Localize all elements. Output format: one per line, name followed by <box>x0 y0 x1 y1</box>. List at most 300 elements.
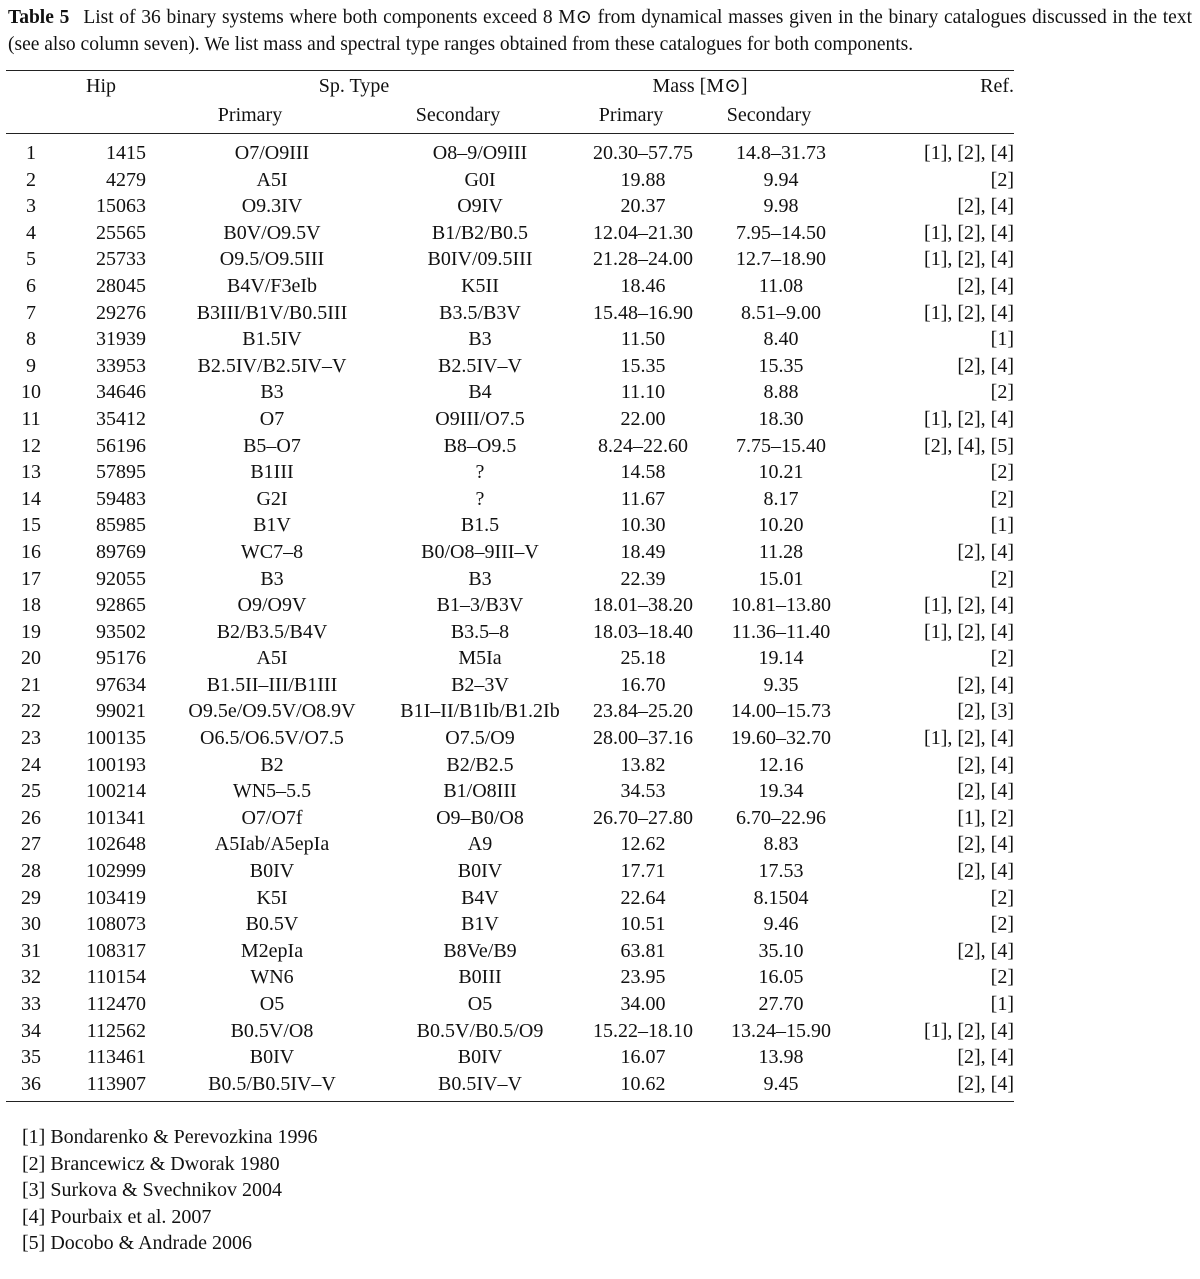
secondary-sptype: B4V <box>461 886 499 909</box>
references: [2] <box>990 487 1014 510</box>
row-index: 6 <box>26 274 36 297</box>
table-row <box>6 433 1028 460</box>
hip-number: 95176 <box>96 647 146 670</box>
primary-mass: 11.10 <box>620 381 666 404</box>
secondary-sptype: B1V <box>461 913 499 936</box>
primary-mass: 16.07 <box>620 1046 666 1069</box>
references: [2], [4] <box>957 860 1014 883</box>
secondary-mass: 19.60–32.70 <box>731 727 831 750</box>
table-row <box>6 326 1028 353</box>
primary-mass: 17.71 <box>620 860 666 883</box>
hip-number: 34646 <box>96 381 146 404</box>
hip-number: 35412 <box>96 407 146 430</box>
hip-number: 4279 <box>106 168 146 191</box>
table-row <box>6 167 1028 194</box>
references: [2], [4] <box>957 540 1014 563</box>
references: [2], [4] <box>957 354 1014 377</box>
row-index: 32 <box>21 966 41 989</box>
references: [1] <box>990 328 1014 351</box>
bottom-rule <box>6 1101 1014 1102</box>
reference-item: [5] Docobo & Andrade 2006 <box>22 1232 252 1255</box>
primary-mass: 25.18 <box>620 647 666 670</box>
secondary-mass: 10.21 <box>758 461 804 484</box>
primary-sptype: B2.5IV/B2.5IV–V <box>197 354 347 377</box>
primary-sptype: K5I <box>256 886 288 909</box>
caption-text: List of 36 binary systems where both components exceed 8 M⊙ from dynamical masses given in the binary catalogues discussed in the text (see also column seven). We list mass and spectral type ranges obtained from these catalogues for both components. <box>8 7 1192 55</box>
secondary-sptype: B0/O8–9III–V <box>421 540 539 563</box>
primary-sptype: B0.5/B0.5IV–V <box>208 1072 336 1095</box>
secondary-mass: 9.45 <box>763 1072 799 1095</box>
table-row <box>6 512 1028 539</box>
table-row <box>6 273 1028 300</box>
hip-number: 108073 <box>86 913 146 936</box>
primary-mass: 15.35 <box>620 354 666 377</box>
secondary-mass: 8.17 <box>763 487 799 510</box>
table-row <box>6 911 1028 938</box>
hip-number: 85985 <box>96 514 146 537</box>
secondary-mass: 14.00–15.73 <box>731 700 831 723</box>
primary-mass: 15.48–16.90 <box>593 301 693 324</box>
hip-number: 1415 <box>106 142 146 164</box>
primary-sptype: O9.5e/O9.5V/O8.9V <box>188 700 356 723</box>
secondary-mass: 9.46 <box>763 913 799 936</box>
primary-mass: 15.22–18.10 <box>593 1019 693 1042</box>
hip-number: 100193 <box>86 753 146 776</box>
primary-sptype: B3 <box>260 567 284 590</box>
secondary-sptype: B4 <box>468 381 492 404</box>
primary-sptype: WN5–5.5 <box>232 780 312 803</box>
hip-number: 97634 <box>96 673 146 696</box>
row-index: 21 <box>21 673 41 696</box>
secondary-sptype: O7.5/O9 <box>445 727 515 750</box>
secondary-mass: 8.40 <box>763 328 799 351</box>
secondary-sptype: O9IV <box>457 195 503 218</box>
primary-mass: 10.51 <box>620 913 666 936</box>
table-row <box>6 459 1028 486</box>
row-index: 1 <box>26 142 36 164</box>
hip-number: 100214 <box>86 780 146 803</box>
hip-number: 101341 <box>86 806 146 829</box>
hip-number: 31939 <box>96 328 146 351</box>
row-index: 34 <box>21 1019 41 1042</box>
primary-mass: 11.50 <box>620 328 666 351</box>
table-row <box>6 193 1028 220</box>
header-sptype-primary: Primary <box>217 104 283 126</box>
hip-number: 29276 <box>96 301 146 324</box>
row-index: 23 <box>21 727 41 750</box>
secondary-mass: 18.30 <box>758 407 804 430</box>
secondary-mass: 9.94 <box>763 168 799 191</box>
table-row <box>6 300 1028 327</box>
secondary-mass: 16.05 <box>758 966 804 989</box>
hip-number: 33953 <box>96 354 146 377</box>
primary-mass: 20.37 <box>620 195 666 218</box>
header-sptype: Sp. Type <box>318 75 390 97</box>
secondary-sptype: B3 <box>468 328 492 351</box>
row-index: 5 <box>26 248 36 271</box>
primary-mass: 22.00 <box>620 407 666 430</box>
secondary-sptype: B8Ve/B9 <box>443 939 517 962</box>
references: [2] <box>990 567 1014 590</box>
references: [1], [2], [4] <box>924 1019 1014 1042</box>
secondary-mass: 12.7–18.90 <box>736 248 826 271</box>
table-row <box>6 645 1028 672</box>
primary-sptype: O9/O9V <box>237 594 307 617</box>
primary-mass: 13.82 <box>620 753 666 776</box>
row-index: 36 <box>21 1072 41 1095</box>
secondary-sptype: B2–3V <box>451 673 509 696</box>
table-row <box>6 379 1028 406</box>
primary-mass: 12.62 <box>620 833 666 856</box>
primary-mass: 28.00–37.16 <box>593 727 693 750</box>
secondary-sptype: B1.5 <box>460 514 500 537</box>
row-index: 10 <box>21 381 41 404</box>
table-row <box>6 592 1028 619</box>
references: [1], [2], [4] <box>924 221 1014 244</box>
row-index: 11 <box>21 407 41 430</box>
hip-number: 99021 <box>96 700 146 723</box>
table-row <box>6 619 1028 646</box>
primary-sptype: O9.3IV <box>241 195 303 218</box>
hip-number: 59483 <box>96 487 146 510</box>
table-row <box>6 725 1028 752</box>
table-row <box>6 220 1028 247</box>
table-caption <box>8 4 1192 58</box>
primary-sptype: O7/O7f <box>241 806 303 829</box>
primary-mass: 10.30 <box>620 514 666 537</box>
references: [2], [4] <box>957 939 1014 962</box>
hip-number: 110154 <box>86 966 146 989</box>
hip-number: 25733 <box>96 248 146 271</box>
references: [2], [4] <box>957 673 1014 696</box>
primary-mass: 34.53 <box>620 780 666 803</box>
references: [2] <box>990 886 1014 909</box>
primary-mass: 34.00 <box>620 993 666 1015</box>
primary-sptype: B4V/F3eIb <box>227 274 317 297</box>
secondary-mass: 9.35 <box>763 673 799 696</box>
header-rule <box>6 133 1014 134</box>
primary-sptype: B0IV <box>249 860 295 883</box>
primary-sptype: B0IV <box>249 1046 295 1069</box>
table-row <box>6 805 1028 832</box>
table-row <box>6 486 1028 513</box>
header-mass-secondary: Secondary <box>726 104 812 126</box>
secondary-mass: 17.53 <box>758 860 804 883</box>
secondary-sptype: O5 <box>467 993 493 1015</box>
row-index: 29 <box>21 886 41 909</box>
references: [1], [2], [4] <box>924 727 1014 750</box>
table-row <box>6 406 1028 433</box>
secondary-mass: 6.70–22.96 <box>736 806 826 829</box>
references: [1] <box>990 514 1014 537</box>
secondary-sptype: M5Ia <box>458 647 502 670</box>
primary-sptype: O6.5/O6.5V/O7.5 <box>200 727 344 750</box>
row-index: 19 <box>21 620 41 643</box>
secondary-sptype: B3.5/B3V <box>439 301 521 324</box>
secondary-mass: 15.01 <box>758 567 804 590</box>
secondary-sptype: A9 <box>467 833 493 856</box>
secondary-sptype: B1I–II/B1Ib/B1.2Ib <box>400 700 560 723</box>
primary-sptype: O5 <box>259 993 285 1015</box>
primary-mass: 20.30–57.75 <box>593 142 693 164</box>
row-index: 22 <box>21 700 41 723</box>
hip-number: 93502 <box>96 620 146 643</box>
references: [2], [4] <box>957 274 1014 297</box>
hip-number: 28045 <box>96 274 146 297</box>
references: [1], [2], [4] <box>924 620 1014 643</box>
primary-sptype: B5–O7 <box>243 434 301 457</box>
references: [2], [4] <box>957 195 1014 218</box>
secondary-mass: 10.81–13.80 <box>731 594 831 617</box>
primary-mass: 16.70 <box>620 673 666 696</box>
hip-number: 89769 <box>96 540 146 563</box>
primary-sptype: O9.5/O9.5III <box>219 248 325 271</box>
row-index: 8 <box>26 328 36 351</box>
table-row <box>6 938 1028 965</box>
secondary-sptype: ? <box>475 487 485 510</box>
primary-mass: 23.84–25.20 <box>593 700 693 723</box>
secondary-sptype: B2.5IV–V <box>438 354 522 377</box>
primary-mass: 18.46 <box>620 274 666 297</box>
primary-sptype: A5Iab/A5epIa <box>214 833 330 856</box>
header-mass-primary: Primary <box>598 104 664 126</box>
row-index: 28 <box>21 860 41 883</box>
row-index: 9 <box>26 354 36 377</box>
references: [2] <box>990 966 1014 989</box>
primary-mass: 18.03–18.40 <box>593 620 693 643</box>
hip-number: 108317 <box>86 939 146 962</box>
references: [1] <box>990 993 1014 1015</box>
secondary-mass: 13.98 <box>758 1046 804 1069</box>
secondary-sptype: O9–B0/O8 <box>436 806 524 829</box>
secondary-sptype: B3 <box>468 567 492 590</box>
row-index: 31 <box>21 939 41 962</box>
row-index: 7 <box>26 301 36 324</box>
references: [1], [2], [4] <box>924 301 1014 324</box>
references: [2], [3] <box>957 700 1014 723</box>
secondary-mass: 19.14 <box>758 647 804 670</box>
references: [2], [4] <box>957 1046 1014 1069</box>
hip-number: 92055 <box>96 567 146 590</box>
primary-mass: 22.39 <box>620 567 666 590</box>
secondary-sptype: B1/B2/B0.5 <box>431 221 529 244</box>
secondary-sptype: O8–9/O9III <box>432 142 528 164</box>
references: [2] <box>990 168 1014 191</box>
row-index: 17 <box>21 567 41 590</box>
hip-number: 15063 <box>96 195 146 218</box>
secondary-sptype: B0IV/09.5III <box>427 248 533 271</box>
primary-mass: 8.24–22.60 <box>598 434 688 457</box>
primary-sptype: WC7–8 <box>240 540 304 563</box>
row-index: 2 <box>26 168 36 191</box>
primary-sptype: B1V <box>253 514 291 537</box>
hip-number: 112562 <box>86 1019 146 1042</box>
row-index: 15 <box>21 514 41 537</box>
primary-sptype: B1.5IV <box>242 328 302 351</box>
table-row <box>6 752 1028 779</box>
table-row <box>6 991 1028 1018</box>
references: [1], [2], [4] <box>924 594 1014 617</box>
primary-mass: 21.28–24.00 <box>593 248 693 271</box>
binary-systems-table <box>6 70 1014 1102</box>
table-row <box>6 246 1028 273</box>
table-row <box>6 539 1028 566</box>
primary-mass: 10.62 <box>620 1072 666 1095</box>
references-list <box>22 1124 317 1257</box>
primary-sptype: B1III <box>250 461 294 484</box>
primary-sptype: A5I <box>256 647 288 670</box>
header-mass: Mass [M⊙] <box>652 75 748 97</box>
table-row <box>6 1018 1028 1045</box>
primary-sptype: WN6 <box>250 966 294 989</box>
secondary-sptype: B0III <box>458 966 502 989</box>
references: [2] <box>990 913 1014 936</box>
secondary-mass: 35.10 <box>758 939 804 962</box>
row-index: 25 <box>21 780 41 803</box>
secondary-sptype: B0IV <box>457 860 503 883</box>
row-index: 30 <box>21 913 41 936</box>
secondary-sptype: B0.5V/B0.5/O9 <box>416 1019 544 1042</box>
reference-item: [3] Surkova & Svechnikov 2004 <box>22 1179 282 1202</box>
secondary-sptype: B1–3/B3V <box>436 594 524 617</box>
primary-mass: 22.64 <box>620 886 666 909</box>
row-index: 13 <box>21 461 41 484</box>
hip-number: 57895 <box>96 461 146 484</box>
reference-item: [4] Pourbaix et al. 2007 <box>22 1205 212 1228</box>
reference-item: [2] Brancewicz & Dworak 1980 <box>22 1152 280 1175</box>
row-index: 33 <box>21 993 41 1015</box>
references: [1], [2], [4] <box>924 142 1014 164</box>
hip-number: 102648 <box>86 833 146 856</box>
references: [2] <box>990 647 1014 670</box>
table-row <box>6 353 1028 380</box>
secondary-mass: 11.28 <box>758 540 804 563</box>
hip-number: 103419 <box>86 886 146 909</box>
secondary-mass: 15.35 <box>758 354 804 377</box>
hip-number: 92865 <box>96 594 146 617</box>
table-header <box>6 71 1052 129</box>
references: [2] <box>990 461 1014 484</box>
table-body <box>6 140 1028 1097</box>
references: [1], [2], [4] <box>924 407 1014 430</box>
row-index: 27 <box>21 833 41 856</box>
secondary-mass: 14.8–31.73 <box>736 142 826 164</box>
secondary-sptype: B0.5IV–V <box>438 1072 522 1095</box>
references: [2], [4], [5] <box>924 434 1014 457</box>
secondary-mass: 8.83 <box>763 833 799 856</box>
secondary-mass: 10.20 <box>758 514 804 537</box>
secondary-mass: 27.70 <box>758 993 804 1015</box>
primary-sptype: B1.5II–III/B1III <box>206 673 338 696</box>
secondary-sptype: B8–O9.5 <box>443 434 517 457</box>
secondary-sptype: B3.5–8 <box>450 620 510 643</box>
primary-sptype: G2I <box>256 487 288 510</box>
references: [2] <box>990 381 1014 404</box>
row-index: 14 <box>21 487 41 510</box>
primary-mass: 26.70–27.80 <box>593 806 693 829</box>
secondary-mass: 7.95–14.50 <box>736 221 826 244</box>
references: [2], [4] <box>957 753 1014 776</box>
primary-mass: 63.81 <box>620 939 666 962</box>
table-row <box>6 858 1028 885</box>
hip-number: 25565 <box>96 221 146 244</box>
table-row <box>6 140 1028 167</box>
row-index: 24 <box>21 753 41 776</box>
table-row <box>6 885 1028 912</box>
secondary-mass: 19.34 <box>758 780 804 803</box>
secondary-sptype: O9III/O7.5 <box>435 407 525 430</box>
secondary-mass: 7.75–15.40 <box>736 434 826 457</box>
primary-mass: 12.04–21.30 <box>593 221 693 244</box>
references: [2], [4] <box>957 1072 1014 1095</box>
secondary-sptype: B1/O8III <box>443 780 517 803</box>
header-ref: Ref. <box>980 75 1014 97</box>
primary-sptype: B2 <box>260 753 284 776</box>
secondary-mass: 12.16 <box>758 753 804 776</box>
primary-sptype: B3III/B1V/B0.5III <box>196 301 348 324</box>
references: [2], [4] <box>957 780 1014 803</box>
primary-sptype: B0V/O9.5V <box>223 221 321 244</box>
secondary-mass: 8.51–9.00 <box>741 301 821 324</box>
table-row <box>6 831 1028 858</box>
row-index: 18 <box>21 594 41 617</box>
secondary-sptype: B0IV <box>457 1046 503 1069</box>
hip-number: 102999 <box>86 860 146 883</box>
header-sptype-secondary: Secondary <box>415 104 501 126</box>
primary-mass: 19.88 <box>620 168 666 191</box>
table-row <box>6 566 1028 593</box>
table-row <box>6 778 1028 805</box>
references: [2], [4] <box>957 833 1014 856</box>
references: [1], [2], [4] <box>924 248 1014 271</box>
hip-number: 112470 <box>86 993 146 1015</box>
secondary-mass: 8.88 <box>763 381 799 404</box>
references: [1], [2] <box>957 806 1014 829</box>
primary-mass: 14.58 <box>620 461 666 484</box>
primary-mass: 11.67 <box>620 487 666 510</box>
primary-mass: 18.49 <box>620 540 666 563</box>
reference-item: [1] Bondarenko & Perevozkina 1996 <box>22 1126 318 1148</box>
primary-sptype: B2/B3.5/B4V <box>216 620 328 643</box>
primary-sptype: B3 <box>260 381 284 404</box>
row-index: 3 <box>26 195 36 218</box>
secondary-mass: 9.98 <box>763 195 799 218</box>
secondary-sptype: G0I <box>464 168 496 191</box>
row-index: 12 <box>21 434 41 457</box>
secondary-mass: 11.08 <box>758 274 804 297</box>
row-index: 26 <box>21 806 41 829</box>
secondary-sptype: B2/B2.5 <box>446 753 514 776</box>
row-index: 20 <box>21 647 41 670</box>
primary-sptype: B0.5V <box>245 913 299 936</box>
primary-sptype: O7/O9III <box>234 142 310 164</box>
table-row <box>6 698 1028 725</box>
table-row <box>6 672 1028 699</box>
hip-number: 113461 <box>86 1046 146 1069</box>
row-index: 16 <box>21 540 41 563</box>
table-row <box>6 1044 1028 1071</box>
primary-mass: 23.95 <box>620 966 666 989</box>
hip-number: 100135 <box>86 727 146 750</box>
row-index: 35 <box>21 1046 41 1069</box>
secondary-mass: 8.1504 <box>753 886 809 909</box>
secondary-sptype: ? <box>475 461 485 484</box>
primary-mass: 18.01–38.20 <box>593 594 693 617</box>
secondary-mass: 13.24–15.90 <box>731 1019 831 1042</box>
secondary-mass: 11.36–11.40 <box>731 620 831 643</box>
primary-sptype: M2epIa <box>240 939 304 962</box>
hip-number: 56196 <box>96 434 146 457</box>
